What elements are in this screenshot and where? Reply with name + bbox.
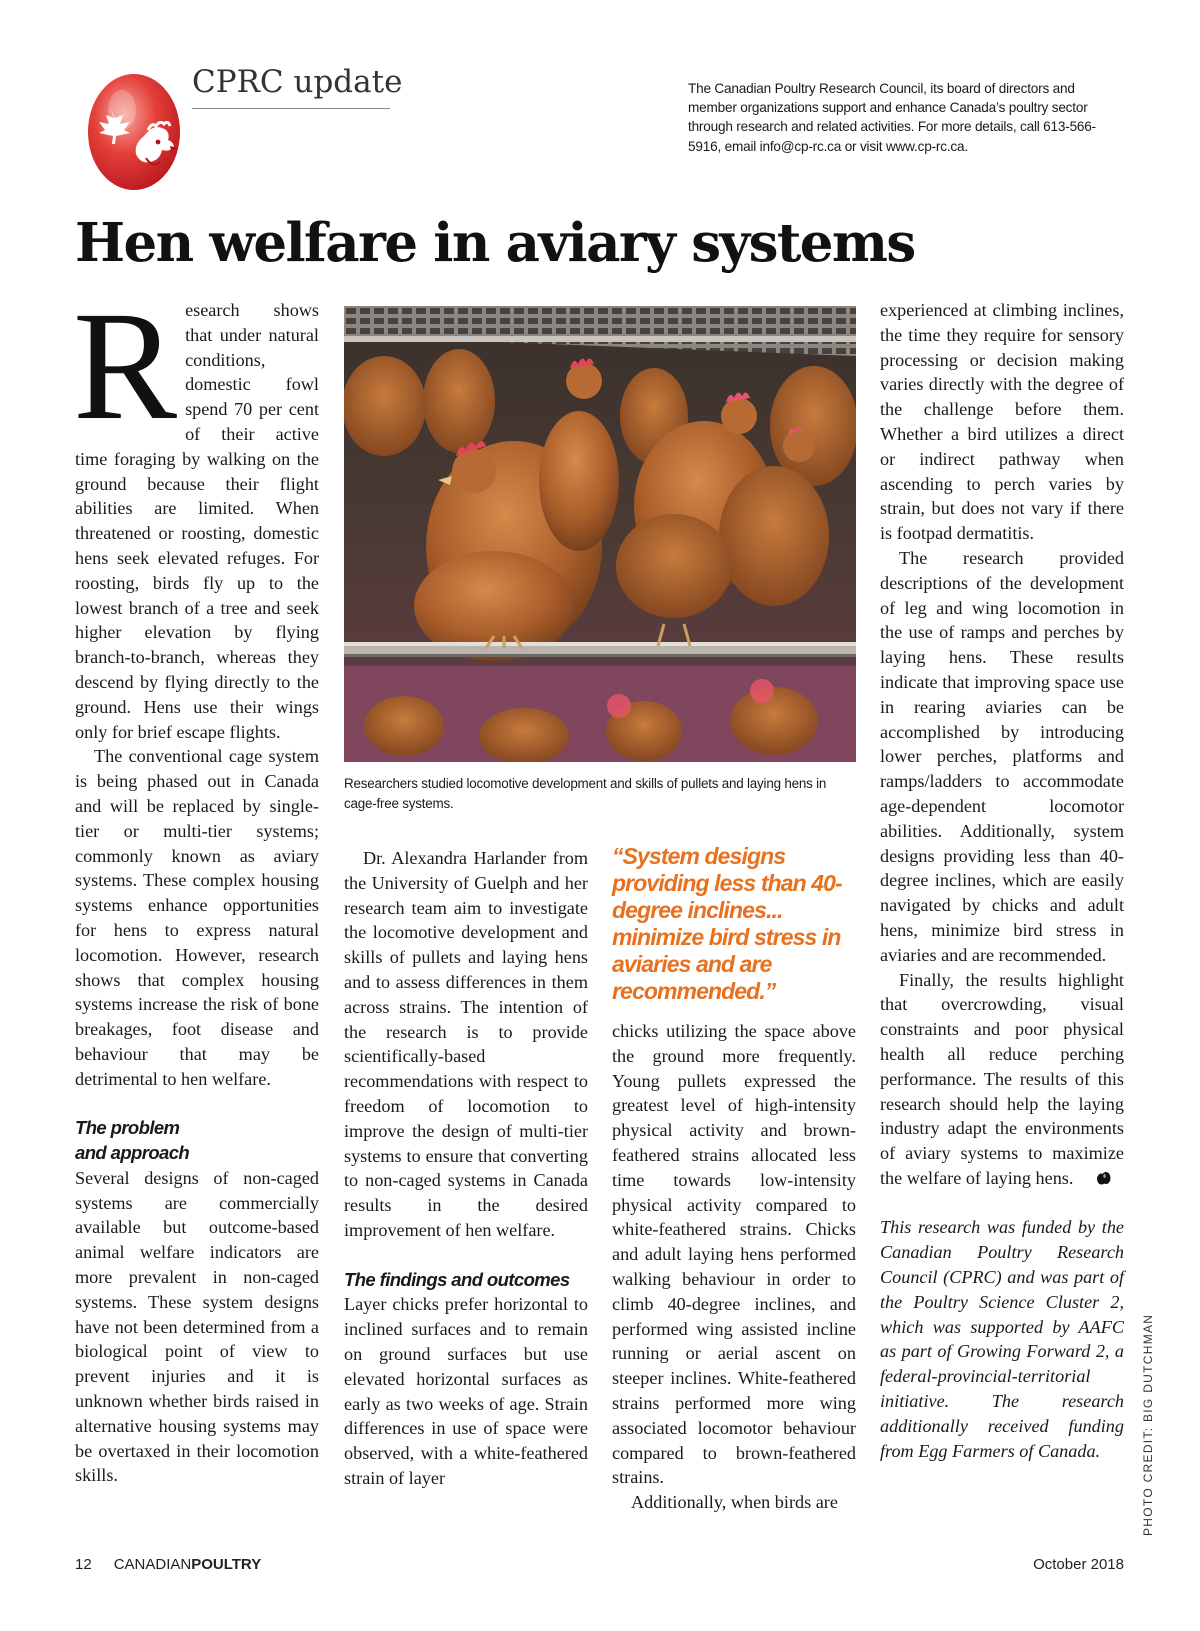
footer-publication [75,1556,261,1573]
funding-note: This research was funded by the Canadian Poultry Research Council (CPRC) and was part of the Poultry Science Cluster 2, which was supported by AAFC as part of Growing Forward 2, a federal-provincial-territorial initiative. The research additionally received funding from Egg Farmers of Canada. [880,1217,1124,1461]
subhead-problem-approach [75,1116,319,1166]
closing-text: Finally, the results highlight that overcrowding, visual constraints and poor physical health all reduce perching performance. The results of this research should help the laying industry adapt the environments of aviary systems to maximize the welfare of laying hens. [880,969,1124,1188]
article-column-1 [73,279,319,1488]
intro-paragraph [73,279,319,744]
pull-quote: “System designs providing less than 40-degree inclines... minimize bird stress in aviaries and are recommended.” [612,843,842,1004]
photo-caption: Researchers studied locomotive development and skills of pullets and laying hens in cage-free systems. [344,776,827,811]
body-paragraph: Additionally, when birds are [631,1492,838,1513]
section-rule [192,108,390,109]
subhead-findings-outcomes: The findings and outcomes [344,1268,570,1290]
body-paragraph: chicks utilizing the space above the ground more frequently. Young pullets expressed the greatest level of high-intensity physical activity and brown-feathered strains allocated less time towards low-intensity physical activity compared to white-feathered strains. Chicks and adult laying hens performed walking behaviour in order to climb 40-degree inclines, and performed wing assisted incline running or aerial ascent on steeper inclines. White-feathered strains performed more wing associated locomotor behaviour compared to brown-feathered strains. [612,1021,856,1488]
subhead-line: and approach [75,1142,190,1164]
article-column-3 [612,1019,856,1515]
subhead-line: The problem [75,1117,180,1139]
hens-on-perch-image [344,306,856,762]
closing-paragraph [880,968,1124,1191]
egg-end-mark-icon [1077,1168,1092,1183]
intro-text: esearch shows that under natural conditions, domestic fowl spend 70 per cent of their active time foraging by walking on the ground because their flight abilities are limited. When threatened or roosting, domestic hens seek elevated refuges. For roosting, birds fly up to the lowest branch of a tree and seek higher elevation by flying branch-to-branch, whereas they descend by flying directly to the ground. Hens use their wings only for brief escape flights. [75,300,319,742]
publication-name-bold: POULTRY [191,1556,262,1573]
body-paragraph: Several designs of non-caged systems are commercially available but outcome-based animal welfare indicators are more prevalent in non-caged systems. These system designs have not been determined from a biological point of view to prevent injuries and it is unknown whether birds raised in alternative housing systems may be overtaxed in their locomotion skills. [75,1167,319,1486]
publication-name-light: CANADIAN [113,1556,192,1573]
photo-credit: PHOTO CREDIT: BIG DUTCHMAN [1141,1313,1155,1536]
article-column-2 [344,846,588,1491]
drop-cap: R [73,279,178,452]
hens-photo [344,306,856,762]
cprc-logo [78,66,188,194]
cprc-about-blurb: The Canadian Poultry Research Council, its board of directors and member organizations support and enhance Canada’s poultry sector through research and related activities. For more details, call 613-566-5916, email info@cp-rc.ca or visit www.cp-rc.ca. [688,81,1096,154]
page-number: 12 [75,1556,92,1573]
body-paragraph: The research provided descriptions of the development of leg and wing locomotion in the use of ramps and perches by laying hens. These results indicate that improving space use in rearing aviaries can be accomplished by introducing lower perches, platforms and ramps/ladders to accommodate age-dependent locomotor abilities. Additionally, system designs providing less than 40-degree inclines, which are easily navigated by chicks and adult hens, minimize bird stress in aviaries and are recommended. [880,547,1124,965]
article-headline: Hen welfare in aviary systems [75,212,915,274]
section-label: CPRC update [192,64,403,100]
article-column-4 [880,298,1124,1463]
body-paragraph: Layer chicks prefer horizontal to inclined surfaces and to remain on ground surfaces but use elevated horizontal surfaces as early as two weeks of age. Strain differences in use of space were observed, with a white-feathered strain of layer [344,1294,588,1488]
spacer [344,1243,588,1268]
maple-leaf-rooster-icon [78,66,188,194]
issue-date: October 2018 [1033,1556,1124,1573]
spacer [75,1092,319,1117]
body-paragraph: Dr. Alexandra Harlander from the University of Guelph and her research team aim to investigate the locomotive development and skills of pullets and laying hens and to assess differences in them across strains. The intention of the research is to provide scientifically-based recommendations with respect to freedom of locomotion to improve the design of multi-tier systems to ensure that converting to non-caged systems in Canada results in the desired improvement of hen welfare. [344,848,588,1240]
body-paragraph: experienced at climbing inclines, the time they require for sensory processing or decision making varies directly with the degree of the challenge before them. Whether a bird utilizes a direct or indirect pathway when ascending to perch varies by strain, but does not vary if there is footpad dermatitis. [880,300,1124,544]
spacer [880,1191,1124,1216]
body-paragraph: The conventional cage system is being phased out in Canada and will be replaced by single-tier or multi-tier systems; commonly known as aviary systems. These complex housing systems enhance opportunities for hens to express natural locomotion. However, research shows that complex housing systems increase the risk of bone breakages, foot disease and behaviour that may be detrimental to hen welfare. [75,746,319,1089]
